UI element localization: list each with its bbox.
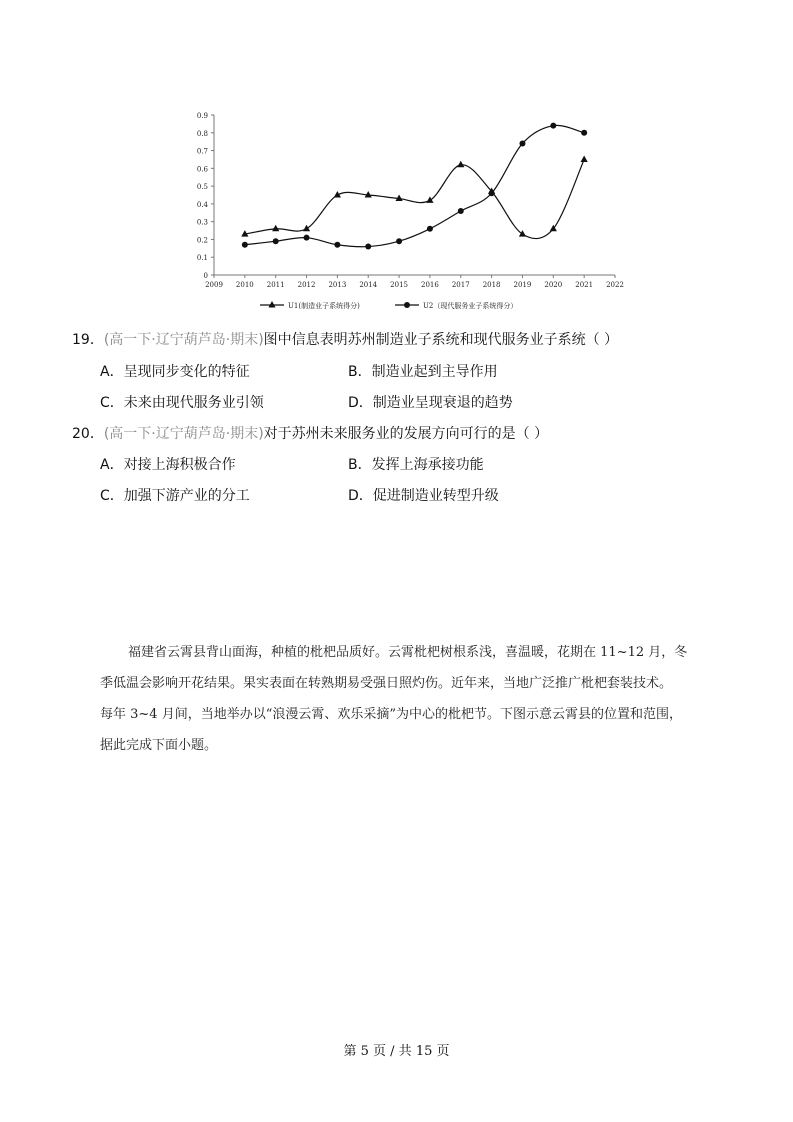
data-point-circle bbox=[365, 244, 371, 250]
series-line bbox=[245, 159, 584, 238]
y-tick-label: 0 bbox=[203, 272, 208, 280]
question-20 bbox=[72, 425, 548, 443]
option-a: A．呈现同步变化的特征 bbox=[100, 364, 250, 380]
passage-line: 据此完成下面小题。 bbox=[100, 738, 218, 753]
x-tick-label: 2009 bbox=[205, 281, 223, 289]
legend-label: U2（现代服务业子系统得分） bbox=[423, 302, 518, 310]
data-point-circle bbox=[242, 242, 248, 248]
data-point-triangle bbox=[457, 161, 464, 168]
option-a: A．对接上海积极合作 bbox=[100, 457, 236, 473]
y-tick-label: 0.7 bbox=[196, 147, 208, 156]
data-point-circle bbox=[581, 130, 587, 136]
y-tick-label: 0.9 bbox=[196, 112, 208, 120]
data-point-triangle bbox=[519, 230, 526, 237]
x-tick-label: 2016 bbox=[421, 281, 439, 289]
page-footer: 第 5 页 / 共 15 页 bbox=[343, 1044, 450, 1059]
data-point-circle bbox=[550, 123, 556, 129]
option-b: B．发挥上海承接功能 bbox=[348, 457, 484, 473]
x-tick-label: 2021 bbox=[575, 281, 594, 289]
y-tick-label: 0.2 bbox=[196, 236, 208, 245]
question-source: (高一下·辽宁葫芦岛·期末) bbox=[103, 332, 264, 348]
x-tick-label: 2015 bbox=[390, 281, 408, 289]
x-tick-label: 2018 bbox=[482, 281, 501, 289]
y-tick-label: 0.1 bbox=[196, 254, 208, 263]
x-tick-label: 2012 bbox=[297, 281, 316, 289]
x-tick-label: 2022 bbox=[606, 281, 624, 289]
passage-line: 季低温会影响开花结果。果实表面在转熟期易受强日照灼伤。近年来，当地广泛推广枇杷套装技术。 bbox=[100, 676, 673, 691]
data-point-circle bbox=[427, 226, 433, 232]
x-tick-label: 2011 bbox=[266, 281, 285, 289]
x-tick-label: 2010 bbox=[235, 281, 254, 289]
legend-marker-circle bbox=[404, 302, 410, 308]
passage-line: 福建省云霄县背山面海，种植的枇杷品质好。云霄枇杷树根系浅，喜温暖，花期在 11~12 月，冬 bbox=[128, 645, 688, 660]
x-tick-label: 2014 bbox=[359, 281, 378, 289]
y-tick-label: 0.8 bbox=[196, 129, 208, 138]
data-point-circle bbox=[304, 235, 310, 241]
y-tick-label: 0.3 bbox=[196, 218, 208, 227]
y-tick-label: 0.4 bbox=[196, 200, 208, 209]
option-c: C．未来由现代服务业引领 bbox=[100, 395, 264, 411]
data-point-circle bbox=[273, 238, 279, 244]
chart-svg bbox=[190, 100, 630, 318]
option-d: D．制造业呈现衰退的趋势 bbox=[348, 395, 513, 411]
data-point-circle bbox=[396, 238, 402, 244]
legend-label: U1(制造业子系统得分) bbox=[288, 302, 360, 310]
question-19 bbox=[72, 331, 618, 349]
x-tick-label: 2019 bbox=[513, 281, 532, 289]
y-tick-label: 0.6 bbox=[196, 165, 208, 174]
option-b: B．制造业起到主导作用 bbox=[348, 364, 498, 380]
option-d: D．促进制造业转型升级 bbox=[348, 488, 499, 504]
x-tick-label: 2017 bbox=[451, 281, 470, 289]
question-stem: 图中信息表明苏州制造业子系统和现代服务业子系统（ ） bbox=[263, 332, 619, 348]
legend-marker-triangle bbox=[268, 301, 275, 308]
series-line bbox=[245, 125, 584, 246]
question-stem: 对于苏州未来服务业的发展方向可行的是（ ） bbox=[263, 426, 549, 442]
data-point-circle bbox=[519, 140, 525, 146]
data-point-triangle bbox=[426, 196, 433, 203]
x-tick-label: 2013 bbox=[328, 281, 347, 289]
question-number: 19． bbox=[72, 332, 104, 348]
reading-passage bbox=[100, 637, 720, 761]
data-point-circle bbox=[458, 208, 464, 214]
question-source: (高一下·辽宁葫芦岛·期末) bbox=[103, 426, 264, 442]
option-c: C．加强下游产业的分工 bbox=[100, 488, 250, 504]
question-number: 20． bbox=[72, 426, 104, 442]
line-chart bbox=[190, 100, 630, 318]
x-tick-label: 2020 bbox=[544, 281, 563, 289]
y-tick-label: 0.5 bbox=[196, 183, 208, 192]
data-point-triangle bbox=[272, 225, 279, 232]
data-point-triangle bbox=[581, 155, 588, 162]
data-point-triangle bbox=[303, 225, 310, 232]
data-point-circle bbox=[489, 190, 495, 196]
data-point-circle bbox=[334, 242, 340, 248]
passage-line: 每年 3~4 月间，当地举办以“浪漫云霄、欢乐采摘”为中心的枇杷节。下图示意云霄县的位置和范围， bbox=[100, 707, 682, 722]
